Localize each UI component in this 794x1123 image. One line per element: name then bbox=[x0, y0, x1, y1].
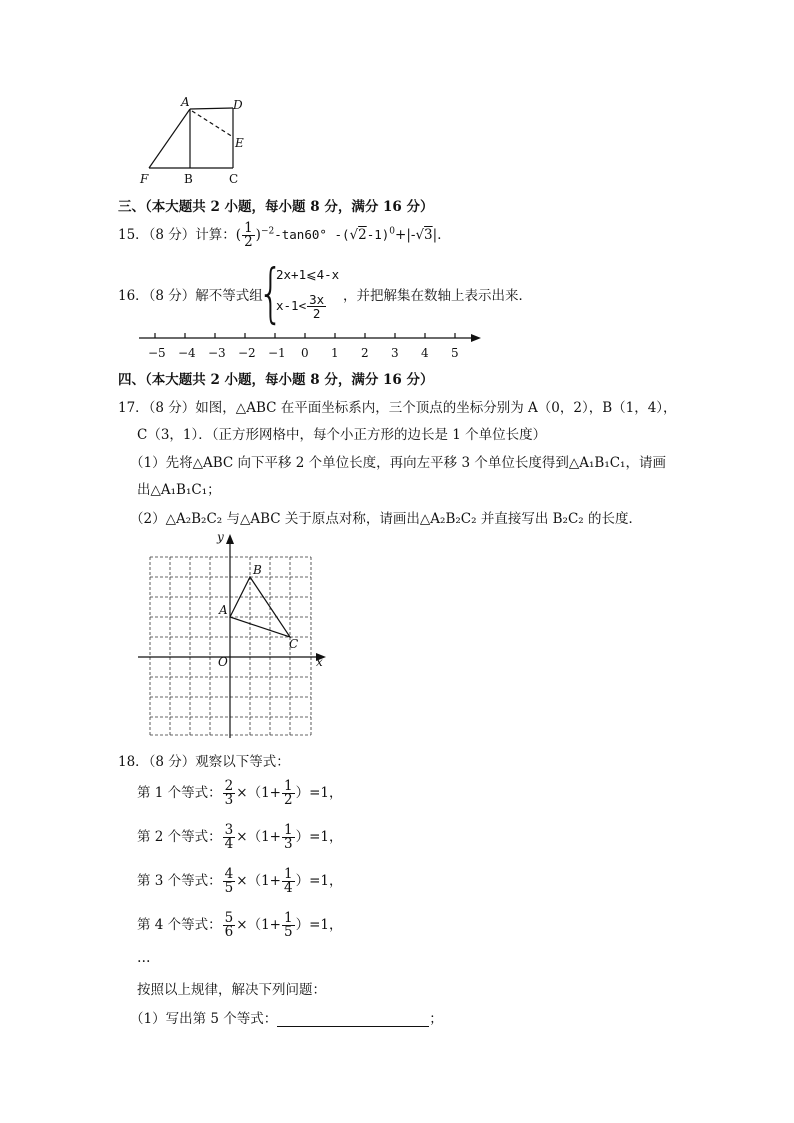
question-18-part1: （1）写出第 5 个等式： ； bbox=[130, 1011, 443, 1027]
question-15: 15．（8 分）计算：( $\frac{1}{2}$ )$^{-2}$-tan60° $-(√2-1)^0+|-√3|$． bbox=[118, 220, 451, 250]
fig14-label-C: C bbox=[229, 172, 239, 186]
fig14-label-A: A bbox=[181, 95, 190, 109]
grid-label-C: C bbox=[289, 637, 299, 651]
number-line-tick-label: 5 bbox=[451, 346, 459, 360]
system-brace: { bbox=[258, 257, 284, 331]
grid-label-x: x bbox=[316, 655, 323, 669]
section-4-heading: 四、（本大题共 2 小题，每小题 8 分，满分 16 分） bbox=[118, 372, 434, 388]
grid-label-y: y bbox=[217, 530, 224, 544]
grid-label-B: B bbox=[253, 563, 262, 577]
question-16-suffix: ，并把解集在数轴上表示出来． bbox=[343, 288, 532, 304]
number-line-tick-label: 0 bbox=[301, 346, 309, 360]
equation-1: 第 1 个等式： $\frac{2}{3}$ ×（1+ $\frac{1}{2}$ ）=1， bbox=[137, 778, 343, 808]
coordinate-grid bbox=[138, 530, 333, 740]
figure-q14 bbox=[135, 92, 265, 184]
number-line-tick-label: −2 bbox=[238, 346, 256, 360]
ellipsis: … bbox=[137, 950, 151, 966]
question-17-part1b: 出△A₁B₁C₁； bbox=[137, 482, 221, 498]
fig14-label-F: F bbox=[140, 172, 149, 186]
number-line-tick-label: −3 bbox=[208, 346, 226, 360]
equation-3: 第 3 个等式： $\frac{4}{5}$ ×（1+ $\frac{1}{4}$ ）=1， bbox=[137, 866, 343, 896]
grid-label-O: O bbox=[218, 655, 228, 669]
number-line-tick-label: −5 bbox=[148, 346, 166, 360]
question-18-title: 18．（8 分）观察以下等式： bbox=[118, 754, 290, 770]
question-18-instruction: 按照以上规律，解决下列问题： bbox=[137, 982, 326, 998]
equation-4: 第 4 个等式： $\frac{5}{6}$ ×（1+ $\frac{1}{5}$ ）=1， bbox=[137, 910, 343, 940]
number-line bbox=[135, 330, 485, 346]
fig14-label-D: D bbox=[233, 98, 243, 112]
grid-label-A: A bbox=[219, 603, 228, 617]
inequality-1: 2x+1⩽4-x bbox=[276, 267, 340, 282]
equation-2: 第 2 个等式： $\frac{3}{4}$ ×（1+ $\frac{1}{3}$ ）=1， bbox=[137, 822, 343, 852]
question-17-part1a: （1）先将△ABC 向下平移 2 个单位长度，再向左平移 3 个单位长度得到△A₁B₁C₁，请画 bbox=[130, 455, 666, 471]
answer-blank[interactable] bbox=[277, 1012, 429, 1027]
inequality-2: x-1< $\frac{3x}{2}$ bbox=[276, 292, 325, 321]
number-line-tick-label: −4 bbox=[178, 346, 196, 360]
number-line-tick-label: −1 bbox=[268, 346, 286, 360]
question-17-line1: 17．（8 分）如图，△ABC 在平面坐标系内，三个顶点的坐标分别为 A（0，2），B（1，4）， bbox=[118, 400, 677, 416]
number-line-tick-label: 2 bbox=[361, 346, 369, 360]
fig14-label-B: B bbox=[184, 172, 193, 186]
section-3-heading: 三、（本大题共 2 小题，每小题 8 分，满分 16 分） bbox=[118, 199, 434, 215]
number-line-tick-label: 1 bbox=[331, 346, 339, 360]
question-16-prefix: 16．（8 分）解不等式组 bbox=[118, 288, 263, 304]
number-line-tick-label: 3 bbox=[391, 346, 399, 360]
question-17-line2: C（3，1）．（正方形网格中，每个小正方形的边长是 1 个单位长度） bbox=[137, 427, 547, 443]
fig14-label-E: E bbox=[235, 136, 244, 150]
question-17-part2: （2）△A₂B₂C₂ 与△ABC 关于原点对称，请画出△A₂B₂C₂ 并直接写出 B₂C₂ 的长度． bbox=[130, 511, 642, 527]
number-line-tick-label: 4 bbox=[421, 346, 429, 360]
